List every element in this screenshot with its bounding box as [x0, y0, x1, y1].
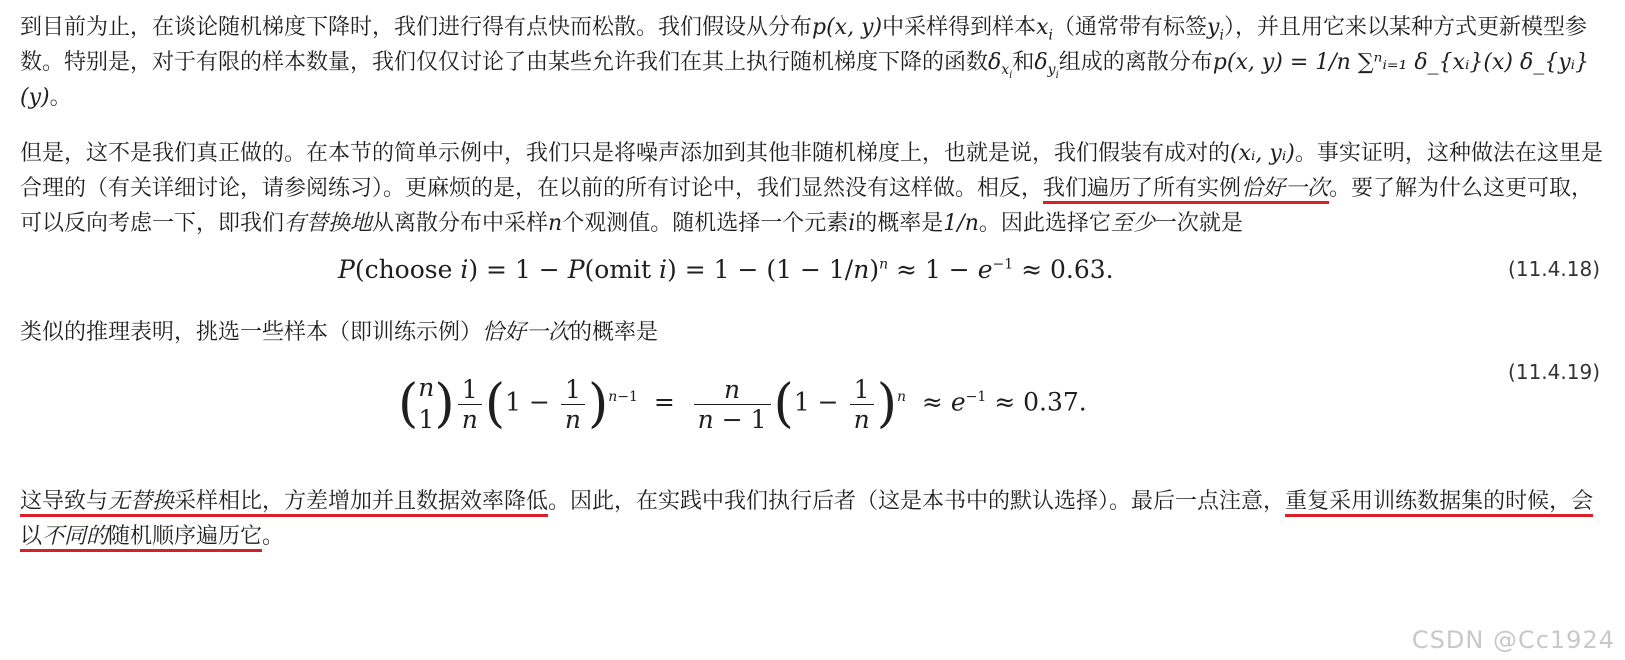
equation-11-4-18: [20, 241, 1610, 315]
text-run: 但是，这不是我们真正做的。在本节的简单示例中，我们只是将噪声添加到其他非随机梯度上，也就是说，我们假装有成对的: [20, 141, 1231, 166]
text-run: 随机顺序遍历它: [108, 524, 263, 549]
math-subscript-x: x: [1001, 62, 1010, 79]
equation-11-4-19: [20, 350, 1610, 484]
math-symbol: x: [1036, 15, 1049, 40]
math-subsubscript: i: [1055, 70, 1059, 82]
text-run: 。因此，在实践中我们执行后者（这是本书中的默认选择）。最后一点注意，: [548, 489, 1286, 514]
text-run: （通常带有标签: [1053, 15, 1208, 40]
emphasis-text: 无替换: [108, 489, 175, 514]
text-run: 类似的推理表明，挑选一些样本（即训练示例）: [20, 320, 483, 345]
math-subscript-y: y: [1047, 62, 1056, 79]
equation-formula: P(choose i) = 1 − P(omit $i) = 1 - (1 - 1/n)^n \approx 1 - e^{-1} \approx 0.63$.: [338, 255, 1114, 284]
paragraph-1: [20, 10, 1610, 115]
math-y-i: [1207, 15, 1224, 44]
text-run: 。: [262, 524, 285, 549]
text-run: 一次就是: [1154, 211, 1243, 236]
math-delta-y: [1034, 50, 1059, 82]
math-symbol: y: [1207, 15, 1220, 40]
emphasis-text: 恰好一次: [482, 320, 571, 345]
text-run: ），并且用它来以某种方式更新模型参数。特别是，对于有限的样本数量，我们仅仅讨论了由某些允许我们在其上执行随机梯度下降的函数: [20, 15, 1587, 75]
paragraph-3: [20, 315, 1610, 350]
text-run: 到目前为止，在谈论随机梯度下降时，我们进行得有点快而松散。我们假设从分布: [20, 15, 813, 40]
math-p-xy: p(x, y): [812, 15, 883, 40]
text-run: 我们遍历了所有实例: [1043, 176, 1242, 201]
text-run: 。事实证明，这种做法在这里是合理的（有关详细讨论，请参阅练习）。更麻烦的是，在以前的所有讨论中，我们显然没有这样做。相反，: [20, 141, 1603, 201]
text-run: 从离散分布中采样: [372, 211, 549, 236]
math-discrete-distribution: p(x, y) = 1/n ∑ⁿᵢ₌₁ δ_{xᵢ}(x) δ_{yᵢ}(y): [20, 50, 1590, 110]
text-run: 中采样得到样本: [882, 15, 1037, 40]
equation-number: (11.4.18): [1508, 257, 1600, 281]
document-body: [20, 10, 1610, 554]
math-subscript: i: [1219, 27, 1224, 44]
text-run: 和: [1012, 50, 1035, 75]
highlight-underline-1: [1043, 176, 1329, 201]
math-x-i: [1036, 15, 1054, 44]
math-one-over-n: 1/n: [943, 211, 979, 236]
text-run: 的概率是: [570, 320, 659, 345]
math-symbol: δ: [988, 50, 1002, 75]
math-subscript: [1001, 62, 1013, 82]
text-run: 。因此选择它: [978, 211, 1111, 236]
math-subscript: [1047, 62, 1059, 82]
emphasis-text: 有替换地: [284, 211, 373, 236]
math-n: n: [548, 211, 563, 236]
math-delta-x: [988, 50, 1013, 82]
emphasis-text: 至少: [1110, 211, 1155, 236]
emphasis-text: 恰好一次: [1241, 176, 1330, 201]
text-run: 。要了解为什么这更可取，可以反向考虑一下，即我们: [20, 176, 1594, 236]
math-subscript: i: [1048, 27, 1054, 44]
text-run: 这导致与: [20, 489, 109, 514]
paragraph-4: [20, 484, 1610, 554]
equation-number: (11.4.19): [1508, 360, 1600, 384]
text-run: 组成的离散分布: [1058, 50, 1213, 75]
text-run: 个观测值。随机选择一个元素: [562, 211, 849, 236]
text-run: 的概率是: [855, 211, 944, 236]
text-run: 采样相比，方差增加并且数据效率降低: [174, 489, 549, 514]
math-subsubscript: i: [1009, 70, 1013, 82]
paragraph-2: [20, 136, 1610, 241]
highlight-underline-2: [20, 489, 548, 514]
watermark: CSDN @Cc1924: [1411, 626, 1615, 654]
text-run: 。: [49, 85, 72, 110]
equation-formula: ( n 1 ) $\frac{1}{n}$ (1 − $\frac{1}{n}$ )$^{n-1}$ = $\frac{n}{n - 1}$ (1 − $\frac{1}{n}$ )$^n \approx e^{-1} \approx 0.37$.: [398, 373, 1087, 434]
math-symbol: δ: [1034, 50, 1048, 75]
math-i: i: [848, 211, 856, 236]
math-pair: (xᵢ, yᵢ): [1230, 141, 1295, 166]
text-run: 重复采用训练数据集的时候，会以: [20, 489, 1594, 549]
emphasis-text: 不同的: [42, 524, 109, 549]
